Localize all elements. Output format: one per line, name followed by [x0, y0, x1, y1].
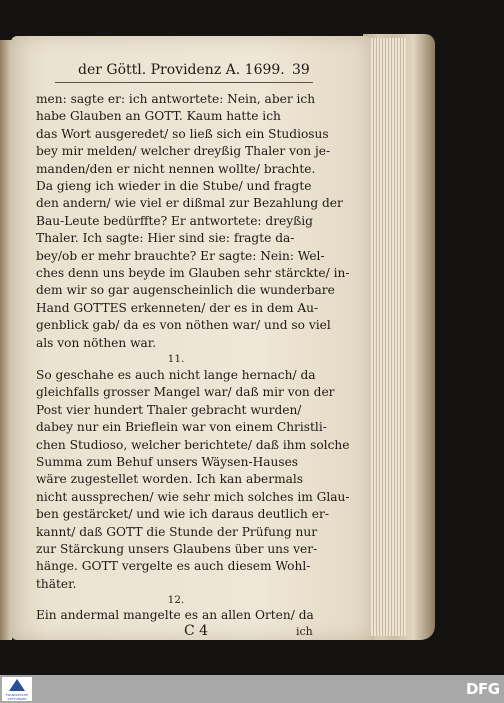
section-number: 11. [167, 353, 185, 365]
text-line: bey mir melden/ welcher dreyßig Thaler von je- [36, 144, 331, 159]
catchword: ich [296, 624, 313, 638]
library-logo-text: FRANCKESCHE STIFTUNGEN [5, 693, 29, 701]
text-line: genblick gab/ da es von nöthen war/ und so viel [36, 318, 331, 333]
text-line: Hand GOTTES erkenneten/ der es in dem Au- [36, 300, 319, 315]
text-line: Summa zum Behuf unsers Wäysen-Hauses [36, 455, 299, 469]
text-line: Post vier hundert Thaler gebracht wurden/ [36, 402, 302, 417]
text-line: habe Glauben an GOTT. Kaum hatte ich [36, 109, 281, 124]
text-line: manden/den er nicht nennen wollte/ brachte. [36, 161, 316, 176]
text-line: Bau-Leute bedürffte? Er antwortete: dreyßig [36, 213, 313, 228]
signature-mark: C 4 [184, 622, 209, 639]
text-line: kannt/ daß GOTT die Stunde der Prüfung nur [36, 524, 318, 539]
text-line: wäre zugestellet worden. Ich kan abermals [36, 472, 304, 487]
text-line: Ein andermal mangelte es an allen Orten/ da [36, 608, 314, 623]
text-line: thäter. [36, 576, 77, 591]
text-line: chen Studioso, welcher berichtete/ daß ihm solche [36, 437, 350, 452]
page-number: 39 [292, 62, 310, 78]
text-line: ches denn uns beyde im Glauben sehr stärckte/ in- [36, 266, 350, 280]
text-line: das Wort ausgeredet/ so ließ sich ein Studiosus [36, 126, 329, 141]
text-line: dabey nur ein Brieflein war von einem Christli- [36, 420, 327, 435]
text-line: als von nöthen war. [36, 335, 157, 350]
text-line: Da gieng ich wieder in die Stube/ und fragte [36, 179, 312, 193]
text-line: Thaler. Ich sagte: Hier sind sie: fragte da- [36, 231, 295, 246]
text-line: den andern/ wie viel er dißmal zur Bezahlung der [36, 196, 343, 211]
text-line: ben gestärcket/ und wie ich daraus deutlich er- [36, 507, 329, 522]
dfg-logo: DFG [466, 680, 500, 698]
running-head: der Göttl. Providenz A. 1699. [78, 62, 285, 78]
text-line: men: sagte er: ich antwortete: Nein, aber ich [36, 92, 316, 106]
text-line: bey/ob er mehr brauchte? Er sagte: Nein: Wel- [36, 248, 325, 263]
text-line: hänge. GOTT vergelte es auch diesem Wohl- [36, 559, 311, 574]
text-line: nicht aussprechen/ wie sehr mich solches im Glau- [36, 489, 350, 504]
text-line: zur Stärckung unsers Glaubens über uns ver- [36, 542, 318, 556]
library-logo-icon [9, 679, 25, 691]
section-number: 12. [167, 594, 185, 607]
text-line: dem wir so gar augenscheinlich die wunderbare [36, 283, 335, 298]
header-rule [55, 82, 313, 83]
viewer-footer-bar [0, 675, 504, 703]
text-line: gleichfalls grosser Mangel war/ daß mir von der [36, 385, 335, 400]
text-line: So geschahe es auch nicht lange hernach/ da [36, 368, 316, 382]
